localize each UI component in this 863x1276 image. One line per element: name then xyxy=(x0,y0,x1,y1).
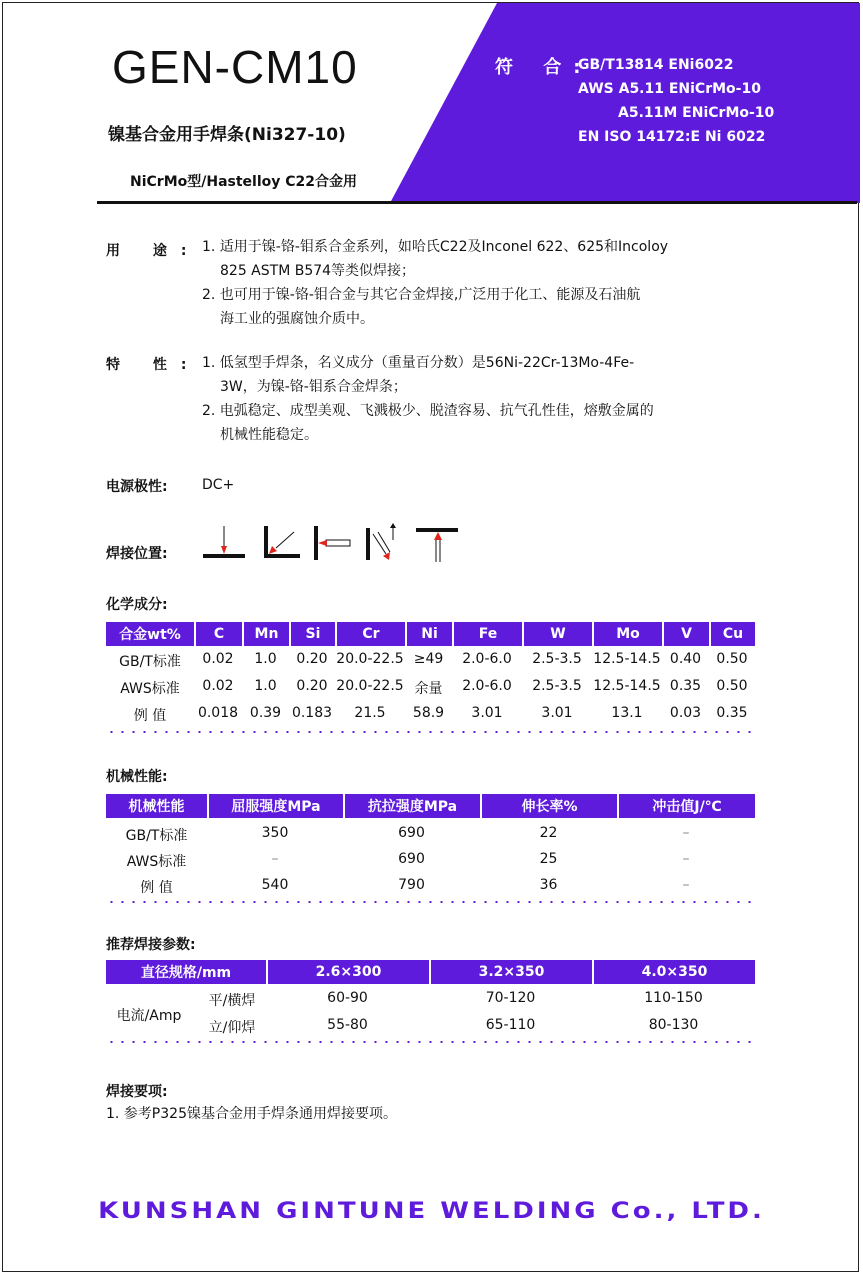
chem-cell: 0.50 xyxy=(716,678,748,694)
chem-header-cell: Cu xyxy=(709,622,755,646)
flat-position-icon xyxy=(203,526,245,558)
chem-cell: 例 值 xyxy=(133,708,167,724)
dotted-divider xyxy=(106,1041,755,1043)
chem-cell: 13.1 xyxy=(611,705,643,721)
usage-line: 1. 适用于镍-铬-钼系合金系列，如哈氏C22及Inconel 622、625和Incoloy xyxy=(202,239,669,255)
features-label: 特 性: xyxy=(106,357,201,373)
mech-cell: 790 xyxy=(398,877,425,893)
mech-header-cell: 冲击值J/℃ xyxy=(617,794,755,818)
chem-cell: 2.5-3.5 xyxy=(532,651,582,667)
chem-cell: 余量 xyxy=(414,681,443,697)
chem-cell: 3.01 xyxy=(541,705,573,721)
positions-label: 焊接位置: xyxy=(106,546,168,562)
chem-cell: 3.01 xyxy=(471,705,503,721)
parameters-row-vertical xyxy=(106,1017,755,1037)
features-line: 机械性能稳定。 xyxy=(220,427,318,443)
chem-header-cell: Mo xyxy=(592,622,662,646)
mechanical-table-header xyxy=(106,794,755,818)
mechanical-row-aws xyxy=(106,851,755,871)
header-purple-band xyxy=(390,3,860,203)
mech-cell: 350 xyxy=(261,825,289,841)
chem-cell: 0.50 xyxy=(716,651,748,667)
chemical-title: 化学成分: xyxy=(106,597,168,613)
chem-cell: 0.20 xyxy=(296,651,328,667)
mech-cell: 22 xyxy=(539,825,558,841)
chem-cell: 0.018 xyxy=(197,705,239,721)
mechanical-title: 机械性能: xyxy=(106,769,168,785)
param-cell: 110-150 xyxy=(644,990,703,1006)
chem-cell: 0.35 xyxy=(716,705,748,721)
mech-header-cell: 屈服强度MPa xyxy=(207,794,343,818)
features-line: 1. 低氢型手焊条，名义成分（重量百分数）是56Ni-22Cr-13Mo-4Fe- xyxy=(202,355,635,371)
param-cell: 60-90 xyxy=(327,990,368,1006)
usage-line: 825 ASTM B574等类似焊接； xyxy=(220,263,416,279)
mechanical-row-typical xyxy=(106,877,755,897)
mech-header-cell: 机械性能 xyxy=(128,799,185,815)
mech-cell: AWS标准 xyxy=(126,854,187,870)
polarity-value: DC+ xyxy=(202,477,235,493)
chem-header-cell: C xyxy=(194,622,242,646)
chem-header-cell: W xyxy=(522,622,592,646)
parameters-table-header xyxy=(106,960,755,984)
dotted-divider xyxy=(106,901,755,903)
chem-cell: 0.39 xyxy=(249,705,282,721)
chem-cell: 0.02 xyxy=(202,678,234,694)
chem-cell: 0.183 xyxy=(291,705,333,721)
chem-cell: 20.0-22.5 xyxy=(336,651,404,667)
standard-line: EN ISO 14172:E Ni 6022 xyxy=(578,129,766,145)
chem-cell: AWS标准 xyxy=(120,681,180,697)
usage-line: 海工业的强腐蚀介质中。 xyxy=(220,311,374,327)
chem-cell: 0.02 xyxy=(202,651,234,667)
usage-label: 用 途: xyxy=(106,243,201,259)
parameters-row-flat xyxy=(106,990,755,1010)
chem-cell: 12.5-14.5 xyxy=(593,678,661,694)
mech-cell: – xyxy=(682,877,690,893)
param-cell: 55-80 xyxy=(327,1017,368,1033)
chem-cell: 21.5 xyxy=(354,705,386,721)
mech-header-cell: 抗拉强度MPa xyxy=(343,794,480,818)
header-rule xyxy=(97,201,857,204)
standard-line: AWS A5.11 ENiCrMo-10 xyxy=(578,81,761,97)
mech-cell: 36 xyxy=(539,877,558,893)
mech-cell: 690 xyxy=(398,825,425,841)
notes-title: 焊接要项: xyxy=(106,1084,168,1100)
features-line: 3W，为镍-铬-钼系合金焊条； xyxy=(220,379,407,395)
chem-cell: GB/T标准 xyxy=(119,654,181,670)
chem-cell: 1.0 xyxy=(254,651,277,667)
chem-header-cell: V xyxy=(662,622,709,646)
chem-header-cell: Fe xyxy=(452,622,522,646)
mechanical-row-gbt xyxy=(106,825,755,845)
chem-cell: 2.0-6.0 xyxy=(462,651,512,667)
polarity-label: 电源极性: xyxy=(106,479,168,495)
horizontal-fillet-icon xyxy=(264,526,300,558)
overhead-position-icon xyxy=(416,528,458,562)
chem-cell: 0.20 xyxy=(296,678,328,694)
standard-line: A5.11M ENiCrMo-10 xyxy=(618,105,775,121)
mech-cell: 25 xyxy=(539,851,558,867)
chem-header-cell: Cr xyxy=(335,622,405,646)
usage-line: 2. 也可用于镍-铬-钼合金与其它合金焊接,广泛用于化工、能源及石油航 xyxy=(202,287,641,303)
param-cell: 65-110 xyxy=(485,1017,536,1033)
mech-cell: GB/T标准 xyxy=(125,828,188,844)
chemical-row-typical xyxy=(106,705,755,725)
product-subtitle: 镍基合金用手焊条(Ni327-10) xyxy=(108,125,346,145)
current-label: 电流/Amp xyxy=(116,1008,182,1024)
mech-cell: 690 xyxy=(398,851,425,867)
chem-cell: 0.03 xyxy=(669,705,702,721)
chemical-row-gbt xyxy=(106,651,755,671)
chem-cell: 0.35 xyxy=(669,678,702,694)
features-line: 2. 电弧稳定、成型美观、飞溅极少、脱渣容易、抗气孔性佳，熔敷金属的 xyxy=(202,403,654,419)
chem-header-cell: 合金wt% xyxy=(119,627,181,643)
notes-line: 1. 参考P325镍基合金用手焊条通用焊接要项。 xyxy=(106,1106,397,1122)
dotted-divider xyxy=(106,731,755,733)
chem-cell: 2.0-6.0 xyxy=(462,678,512,694)
company-name: KUNSHAN GINTUNE WELDING Co., LTD. xyxy=(98,1198,765,1224)
chemical-row-aws xyxy=(106,678,755,698)
mech-cell: 例 值 xyxy=(140,880,173,896)
product-title: GEN-CM10 xyxy=(112,41,358,93)
chem-cell: 0.40 xyxy=(669,651,702,667)
param-header-cell: 4.0×350 xyxy=(592,960,755,984)
chem-cell: 58.9 xyxy=(412,705,445,721)
parameters-title: 推荐焊接参数: xyxy=(106,937,196,953)
chem-header-cell: Mn xyxy=(242,622,289,646)
welding-positions xyxy=(200,522,465,564)
chem-cell: ≥49 xyxy=(413,651,444,667)
vertical-up-icon xyxy=(366,523,396,560)
param-header-cell: 2.6×300 xyxy=(266,960,429,984)
mech-header-cell: 伸长率% xyxy=(480,794,617,818)
chem-header-cell: Ni xyxy=(405,622,452,646)
chemical-table-header xyxy=(106,622,755,646)
mech-cell: – xyxy=(271,851,279,867)
mech-cell: – xyxy=(682,851,690,867)
chem-cell: 12.5-14.5 xyxy=(593,651,661,667)
chem-cell: 2.5-3.5 xyxy=(532,678,582,694)
mech-cell: 540 xyxy=(261,877,289,893)
mech-cell: – xyxy=(682,825,690,841)
param-header-cell: 直径规格/mm xyxy=(140,965,232,981)
param-cell: 70-120 xyxy=(485,990,536,1006)
chem-cell: 20.0-22.5 xyxy=(336,678,404,694)
chem-cell: 1.0 xyxy=(254,678,277,694)
param-position: 平/横焊 xyxy=(208,993,256,1009)
chem-header-cell: Si xyxy=(289,622,335,646)
standard-line: GB/T13814 ENi6022 xyxy=(578,57,734,73)
horizontal-position-icon xyxy=(314,526,350,560)
standards-label: 符 合: xyxy=(495,57,593,78)
param-header-cell: 3.2×350 xyxy=(429,960,592,984)
param-cell: 80-130 xyxy=(648,1017,699,1033)
product-type: NiCrMo型/Hastelloy C22合金用 xyxy=(130,174,358,190)
param-position: 立/仰焊 xyxy=(208,1020,256,1036)
